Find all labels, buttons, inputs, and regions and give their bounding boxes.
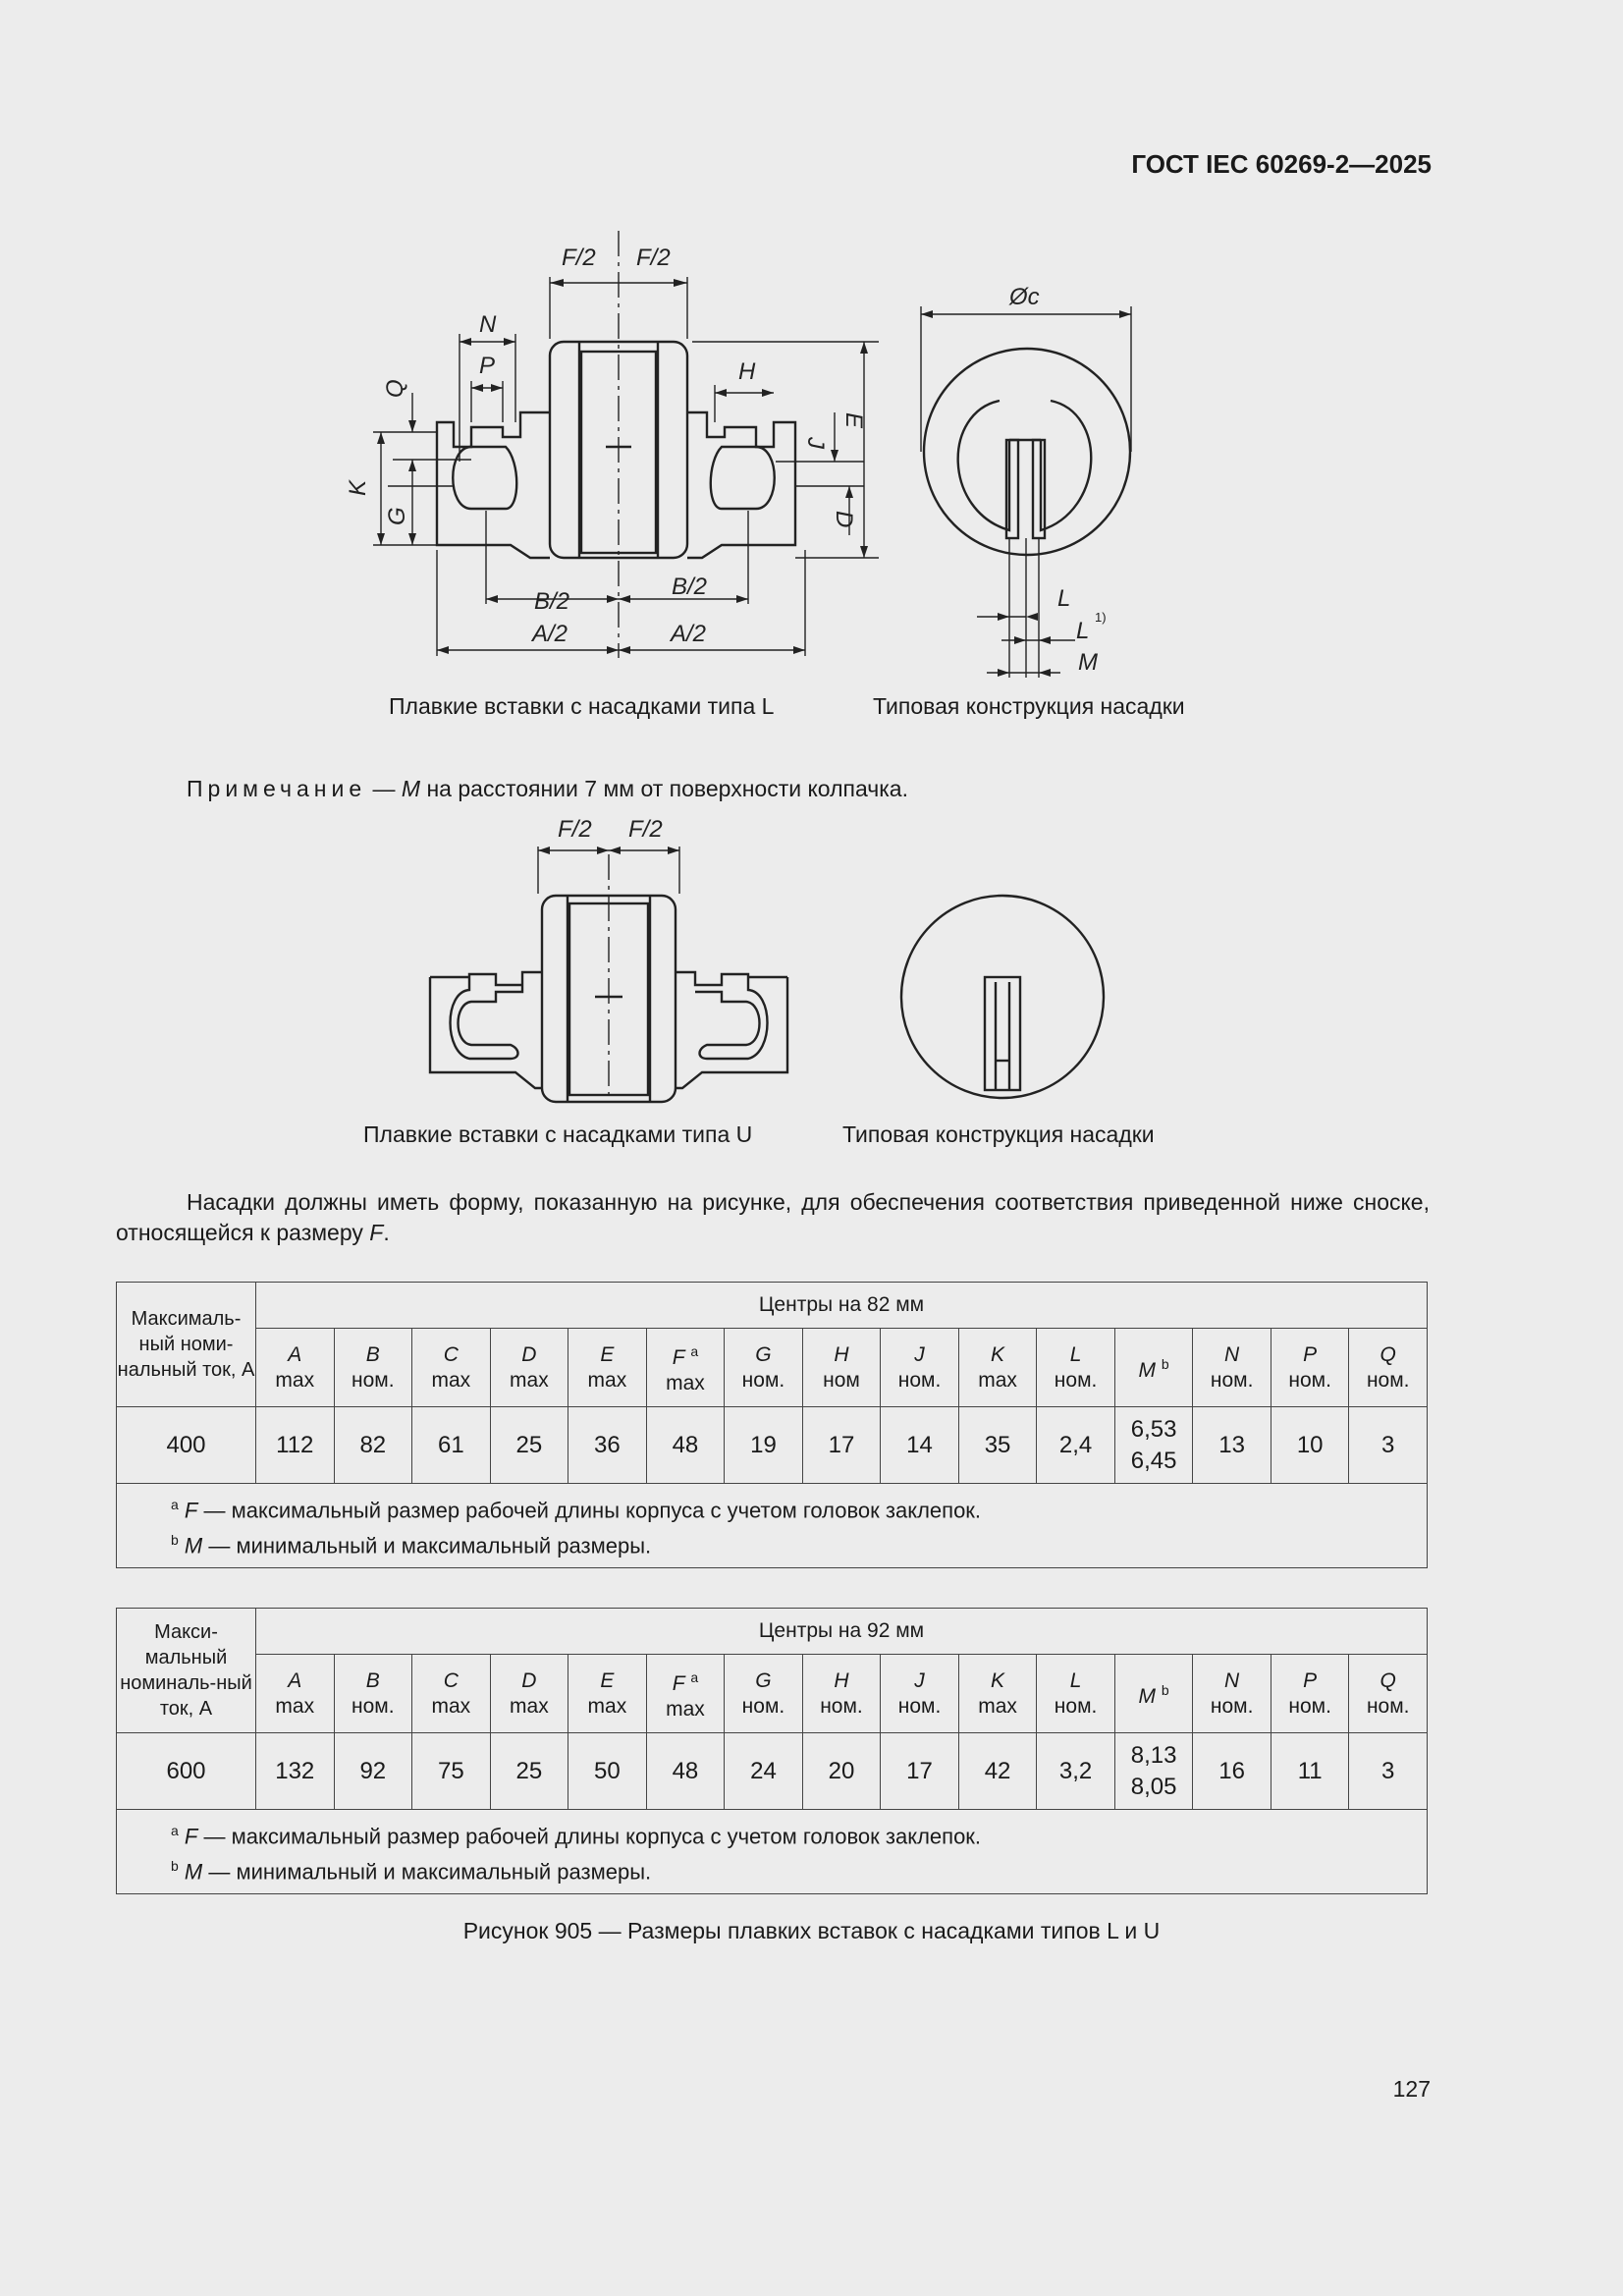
- label-q: Q: [382, 379, 408, 398]
- table-cell-q: 3: [1349, 1407, 1428, 1484]
- label-l: L: [1057, 585, 1071, 612]
- label-e: E: [840, 412, 867, 429]
- column-header-d: D max: [490, 1655, 568, 1733]
- row-label-header: Максималь-ный номи-нальный ток, А: [117, 1283, 256, 1407]
- table-cell-j: 14: [881, 1407, 959, 1484]
- column-header-c: C max: [412, 1655, 491, 1733]
- note-var: M: [401, 776, 421, 801]
- column-header-p: P ном.: [1271, 1329, 1349, 1407]
- label-g: G: [384, 507, 410, 525]
- table-cell-m: 6,53 6,45: [1114, 1407, 1193, 1484]
- cap-construction-drawing-mid: [884, 884, 1119, 1110]
- table-cell-l: 3,2: [1037, 1733, 1115, 1810]
- table-cell-b: 82: [334, 1407, 412, 1484]
- label-a2-right: A/2: [671, 621, 707, 647]
- caption-cap-construction-mid: Типовая конструкция насадки: [842, 1121, 1155, 1147]
- note: [187, 776, 908, 802]
- row-label-header: Макси-мальный номиналь-ный ток, А: [117, 1609, 256, 1733]
- column-header-q: Q ном.: [1349, 1655, 1428, 1733]
- label-a2-left: A/2: [532, 621, 568, 647]
- column-header-row: [117, 1655, 1428, 1733]
- table-cell-c: 75: [412, 1733, 491, 1810]
- column-header-h: H ном: [802, 1329, 881, 1407]
- column-header-n: N ном.: [1193, 1655, 1271, 1733]
- footnotes: [117, 1810, 1428, 1894]
- table-cell-q: 3: [1349, 1733, 1428, 1810]
- column-header-g: G ном.: [725, 1329, 803, 1407]
- body-paragraph: [116, 1187, 1430, 1248]
- label-f2-left: F/2: [562, 245, 596, 271]
- u-type-fuse-drawing: [412, 810, 815, 1105]
- column-header-j: J ном.: [881, 1655, 959, 1733]
- note-text: на расстоянии 7 мм от поверхности колпачка.: [420, 776, 908, 801]
- column-header-m: M $^b$: [1114, 1329, 1193, 1407]
- table-cell-p: 11: [1271, 1733, 1349, 1810]
- table-cell-f: 48: [646, 1733, 725, 1810]
- footnote-b: $^b$ M — минимальный и максимальный размеры.: [171, 1532, 652, 1558]
- dimensions-table-82mm: [116, 1282, 1428, 1568]
- column-header-b: B ном.: [334, 1655, 412, 1733]
- table-cell-l: 2,4: [1037, 1407, 1115, 1484]
- dimensions-table-92mm: [116, 1608, 1428, 1894]
- column-header-h: H ном.: [802, 1655, 881, 1733]
- label-f2-right: F/2: [636, 245, 671, 271]
- column-header-row: [117, 1329, 1428, 1407]
- table-cell-c: 61: [412, 1407, 491, 1484]
- table-cell-e: 36: [568, 1407, 647, 1484]
- cap-construction-drawing-top: [884, 275, 1178, 687]
- label-k: K: [345, 479, 371, 496]
- caption-cap-construction-top: Типовая конструкция насадки: [873, 693, 1185, 719]
- table-cell-b: 92: [334, 1733, 412, 1810]
- table-cell-p: 10: [1271, 1407, 1349, 1484]
- footnotes: [117, 1484, 1428, 1568]
- column-header-c: C max: [412, 1329, 491, 1407]
- column-header-p: P ном.: [1271, 1655, 1349, 1733]
- column-header-a: A max: [256, 1655, 335, 1733]
- table-cell-k: 35: [958, 1407, 1037, 1484]
- paragraph-text: Насадки должны иметь форму, показанную на рисунке, для обеспечения соответствия приведенной ниже сноске, относящейся к размеру: [116, 1189, 1430, 1245]
- column-header-b: B ном.: [334, 1329, 412, 1407]
- group-header: Центры на 82 мм: [256, 1283, 1428, 1329]
- footnote-a: $^a$ F — максимальный размер рабочей длины корпуса с учетом головок заклепок.: [171, 1497, 982, 1523]
- column-header-l: L ном.: [1037, 1655, 1115, 1733]
- label-f2-u-left: F/2: [558, 816, 592, 843]
- paragraph-var: F: [369, 1220, 384, 1245]
- caption-l-type: Плавкие вставки с насадками типа L: [389, 693, 775, 719]
- column-header-m: M $^b$: [1114, 1655, 1193, 1733]
- table-cell-d: 25: [490, 1407, 568, 1484]
- column-header-k: K max: [958, 1655, 1037, 1733]
- table-cell-g: 19: [725, 1407, 803, 1484]
- rated-current-cell: 400: [117, 1407, 256, 1484]
- table-cell-a: 112: [256, 1407, 335, 1484]
- note-prefix: Примечание: [187, 776, 367, 801]
- label-l1: L: [1076, 618, 1090, 644]
- column-header-k: K max: [958, 1329, 1037, 1407]
- figure-caption: Рисунок 905 — Размеры плавких вставок с насадками типов L и U: [462, 1918, 1161, 1943]
- column-header-f: F $^a$ max: [646, 1329, 725, 1407]
- label-j: J: [802, 437, 829, 449]
- page-number: 127: [1392, 2076, 1431, 2102]
- table-cell-d: 25: [490, 1733, 568, 1810]
- column-header-n: N ном.: [1193, 1329, 1271, 1407]
- paragraph-end: .: [383, 1220, 390, 1245]
- table-cell-k: 42: [958, 1733, 1037, 1810]
- column-header-j: J ном.: [881, 1329, 959, 1407]
- table-row: [117, 1407, 1428, 1484]
- column-header-g: G ном.: [725, 1655, 803, 1733]
- document-header: ГОСТ IEC 60269-2—2025: [1131, 149, 1432, 179]
- column-header-l: L ном.: [1037, 1329, 1115, 1407]
- label-phi-c: Øc: [1009, 284, 1040, 310]
- label-f2-u-right: F/2: [628, 816, 663, 843]
- label-p: P: [479, 353, 496, 379]
- label-h: H: [738, 358, 756, 385]
- table-cell-g: 24: [725, 1733, 803, 1810]
- column-header-e: E max: [568, 1329, 647, 1407]
- table-cell-h: 20: [802, 1733, 881, 1810]
- label-b2-left: B/2: [534, 588, 570, 615]
- group-header: Центры на 92 мм: [256, 1609, 1428, 1655]
- l-type-fuse-drawing: [334, 226, 867, 687]
- footnote-a: $^a$ F — максимальный размер рабочей длины корпуса с учетом головок заклепок.: [171, 1823, 982, 1849]
- table-row: [117, 1733, 1428, 1810]
- table-cell-n: 13: [1193, 1407, 1271, 1484]
- column-header-a: A max: [256, 1329, 335, 1407]
- column-header-f: F $^a$ max: [646, 1655, 725, 1733]
- table-cell-e: 50: [568, 1733, 647, 1810]
- label-l1-sup: 1): [1095, 610, 1107, 625]
- table-cell-h: 17: [802, 1407, 881, 1484]
- label-d: D: [831, 511, 857, 528]
- label-b2-right: B/2: [672, 574, 708, 600]
- column-header-q: Q ном.: [1349, 1329, 1428, 1407]
- table-cell-m: 8,13 8,05: [1114, 1733, 1193, 1810]
- rated-current-cell: 600: [117, 1733, 256, 1810]
- label-n: N: [479, 311, 497, 338]
- caption-u-type: Плавкие вставки с насадками типа U: [363, 1121, 753, 1147]
- column-header-d: D max: [490, 1329, 568, 1407]
- note-dash: —: [366, 776, 402, 801]
- footnote-b: $^b$ M — минимальный и максимальный размеры.: [171, 1858, 652, 1885]
- label-m: M: [1078, 649, 1098, 676]
- table-cell-j: 17: [881, 1733, 959, 1810]
- table-cell-a: 132: [256, 1733, 335, 1810]
- column-header-e: E max: [568, 1655, 647, 1733]
- table-cell-n: 16: [1193, 1733, 1271, 1810]
- table-cell-f: 48: [646, 1407, 725, 1484]
